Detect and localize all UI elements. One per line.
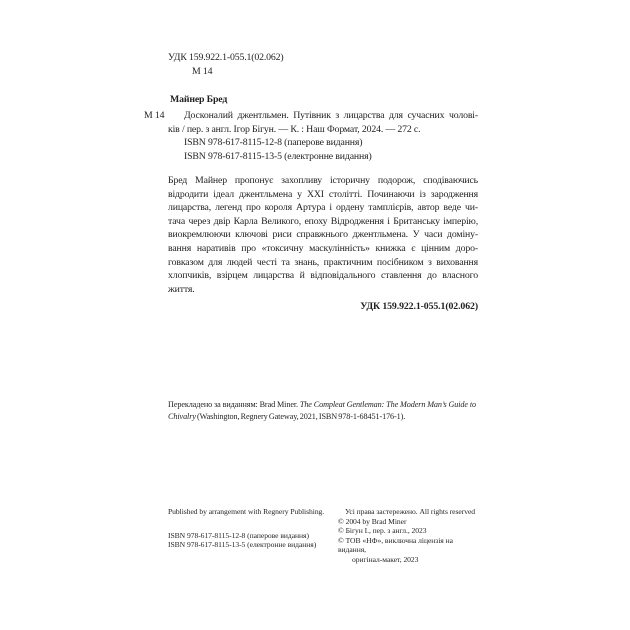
annotation-line: відродити ідеал джентльмена у XXI столітті. Починаючи із зародження [168, 188, 478, 200]
published-by-note: Published by arrangement with Regnery Publishing. [168, 507, 325, 516]
source-note-regular2: (Washington, Regnery Gateway, 2021, ISBN 978-1-68451-176-1). [195, 412, 406, 421]
catalog-card-row [144, 109, 478, 123]
catalog-card [144, 109, 478, 163]
copyright-line-translator: © Бігун І., пер. з англ., 2023 [338, 526, 427, 535]
annotation-line: вання наративів про «токсичну маскулінність» книжка є цінним доро- [168, 242, 478, 254]
source-note-line2 [168, 411, 476, 423]
book-index-code: М 14 [192, 65, 213, 77]
annotation-line: хлопчиків, взірцем лицарства й відповідального ставлення до власного [168, 270, 478, 282]
source-note-title-part1: The Compleat Gentleman: The Modern Man’s Guide to [299, 400, 477, 409]
rights-reserved-line: Усі права застережено. All rights reserved [345, 507, 476, 516]
udc-code-bottom: УДК 159.922.1-055.1(02.062) [360, 301, 478, 312]
copyright-line-publisher-cont: оригінал-макет, 2023 [352, 554, 419, 564]
copyright-line-author: © 2004 by Brad Miner [338, 516, 407, 526]
isbn-print: ISBN 978-617-8115-12-8 (паперове видання) [184, 137, 363, 149]
annotation-line: говказом для людей честі та знань, практичним посібником з виховання [168, 256, 478, 268]
annotation-line: виокремлюючи ключові риси справжнього джентльмена. У часи доміну- [168, 229, 478, 241]
source-note-line1 [168, 399, 476, 411]
catalog-index-label: М 14 [144, 110, 165, 121]
imprint-isbn-print: ISBN 978-617-8115-12-8 (паперове видання) [168, 530, 309, 540]
annotation-line: життя. [168, 283, 195, 295]
annotation-line: тача через двір Карла Великого, епоху Відродження і Британську імперію, [168, 215, 478, 227]
imprint-isbn-ebook: ISBN 978-617-8115-13-5 (електронне видання) [168, 540, 317, 549]
annotation-line: Бред Майнер пропонує захопливу історичну подорож, сподіваючись [168, 175, 478, 186]
udc-code-top: УДК 159.922.1-055.1(02.062) [168, 52, 284, 63]
catalog-imprint-line: ків / пер. з англ. Ігор Бігун. — К. : Наш Формат, 2024. — 272 с. [168, 123, 421, 135]
imprint-left-column [168, 507, 333, 550]
source-note-regular1: Перекладено за виданням: Brad Miner. [168, 400, 300, 409]
imprint-isbn-block [168, 531, 333, 550]
source-note [168, 399, 476, 423]
author-heading: Майнер Бред [170, 94, 228, 105]
copyright-line-publisher: © ТОВ «НФ», виключна ліцензія на видання, [338, 535, 453, 554]
annotation-paragraph [168, 174, 478, 296]
isbn-ebook: ISBN 978-617-8115-13-5 (електронне видання) [184, 150, 372, 162]
udc-block [168, 51, 284, 78]
imprint-right-column [338, 507, 480, 564]
annotation-line: лицарства, легенд про короля Артура і ордену тамплієрів, автор веде чи- [168, 202, 478, 214]
catalog-title-line: Досконалий джентльмен. Путівник з лицарства для сучасних чолові- [184, 110, 478, 121]
source-note-title-part2: Chivalry [168, 412, 196, 421]
